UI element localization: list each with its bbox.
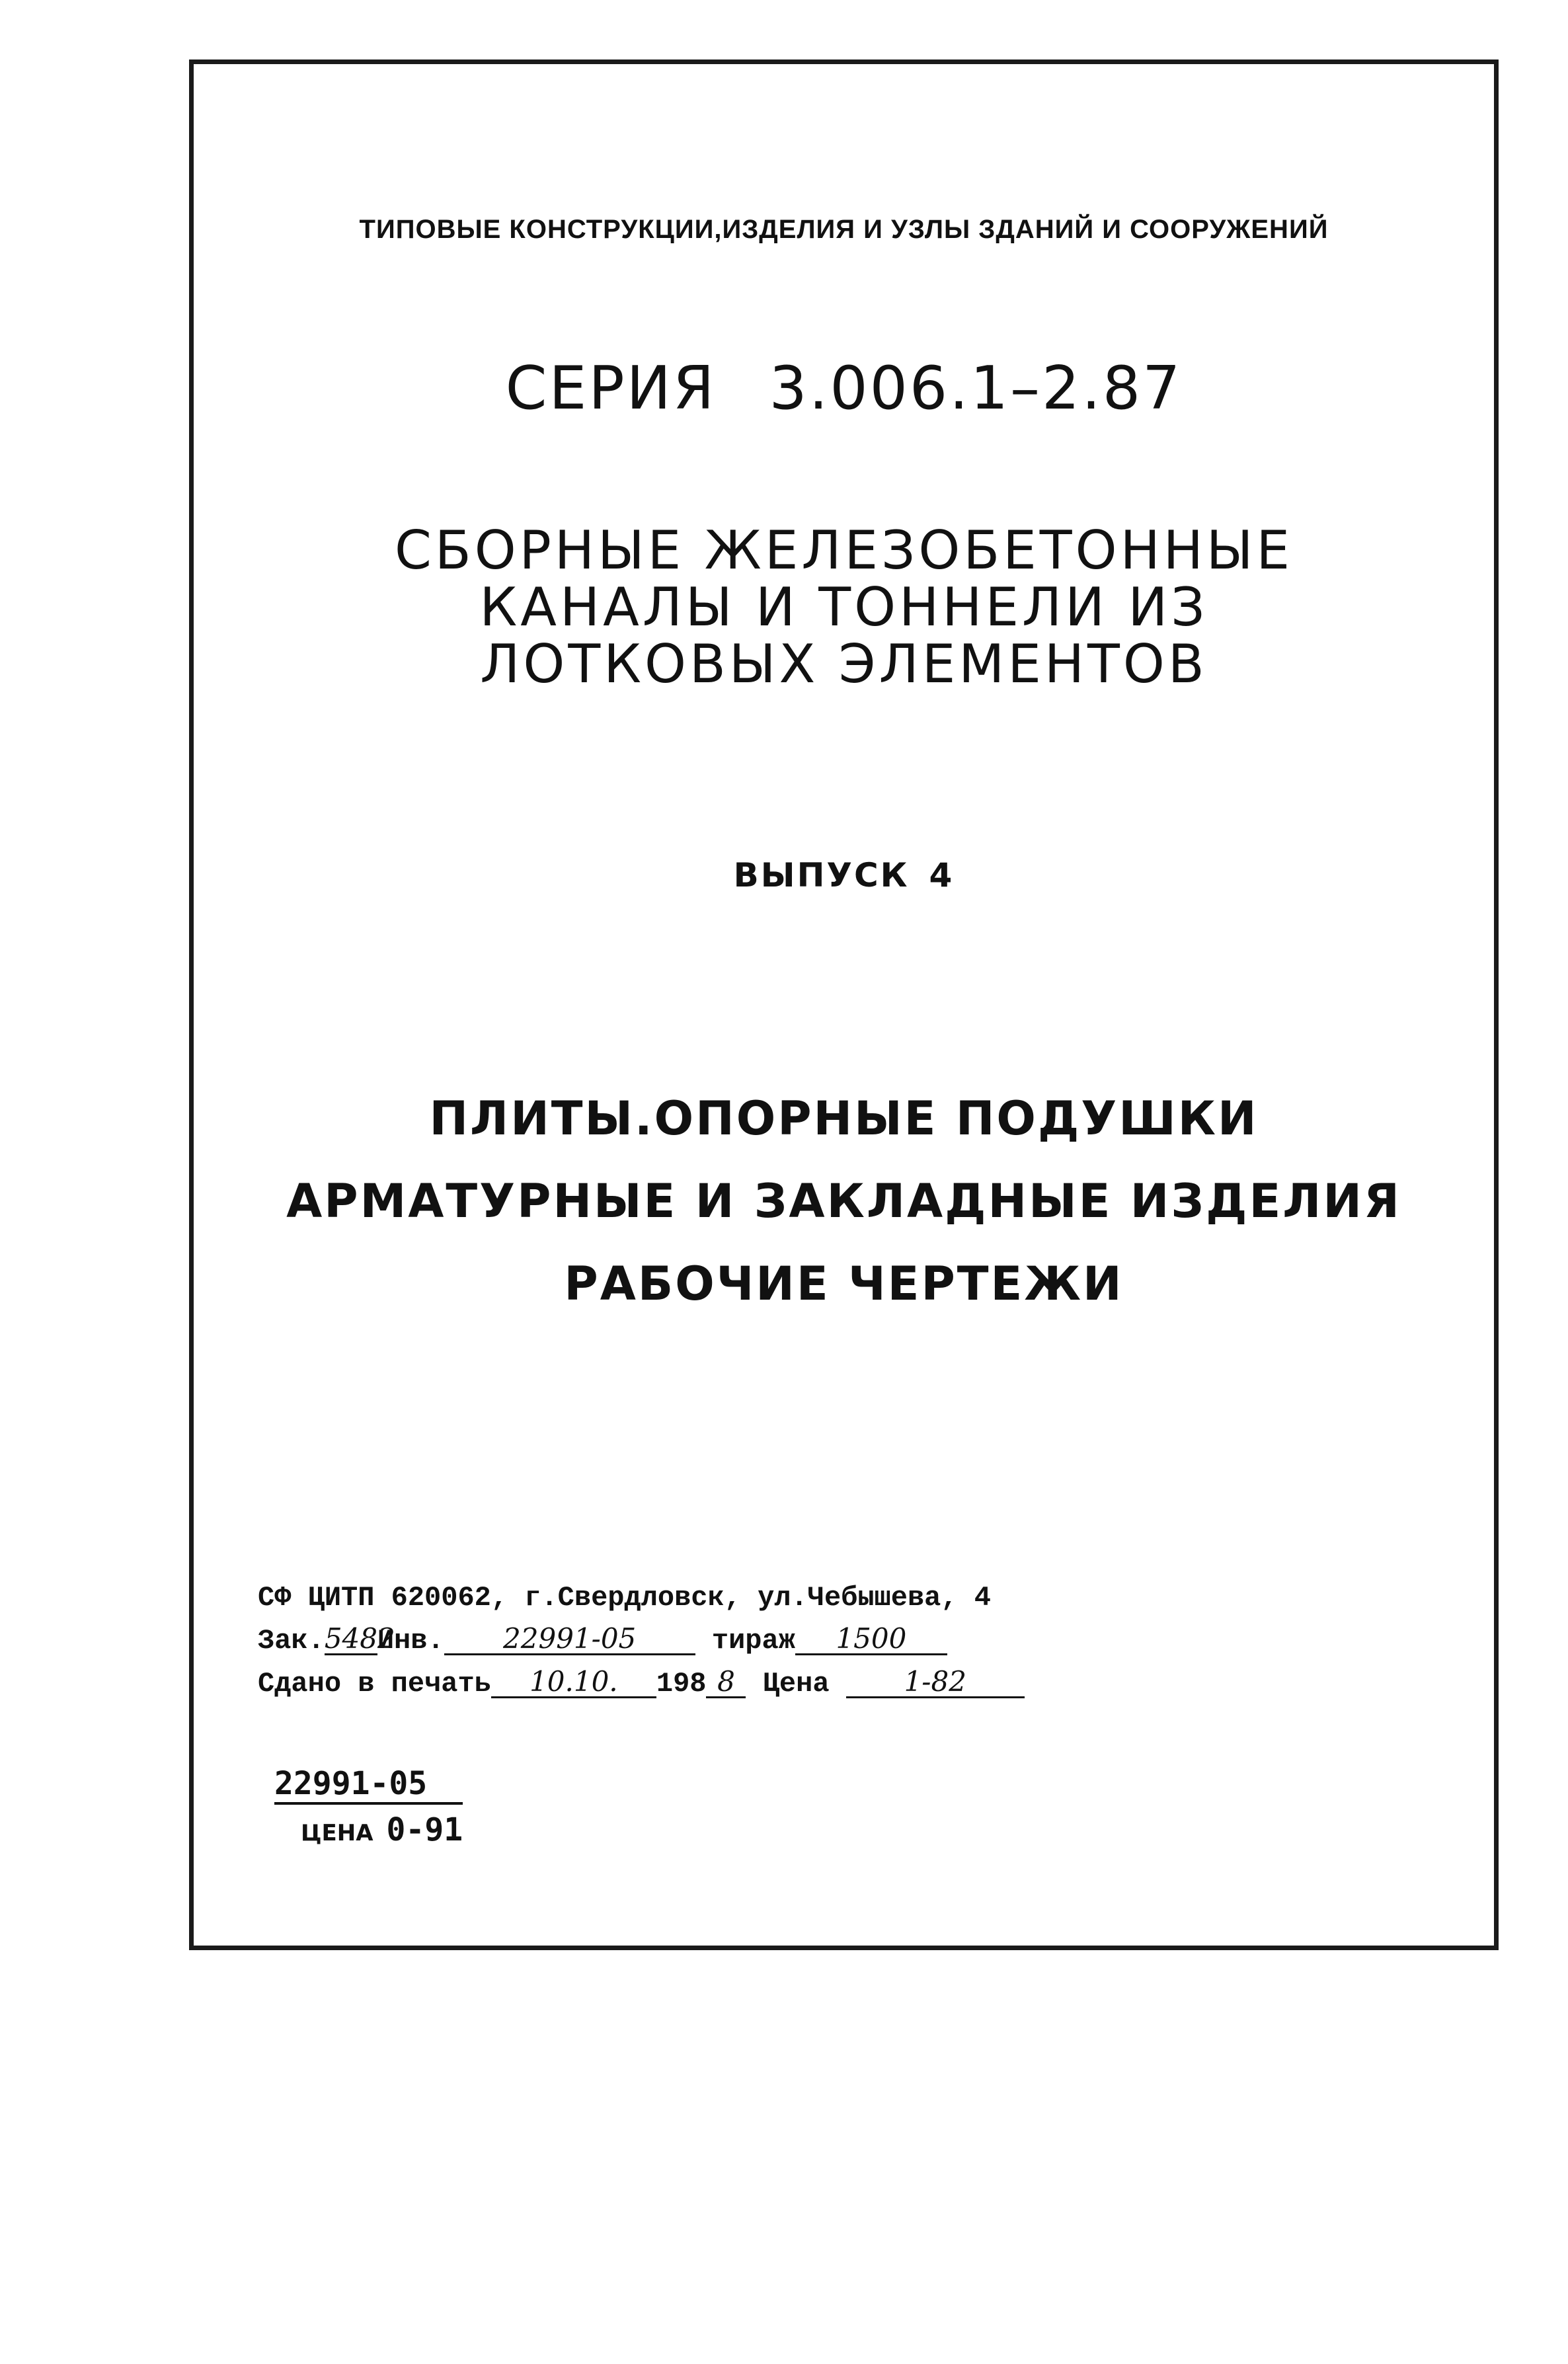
- inventory-label: Инв.: [377, 1625, 444, 1657]
- issue-number: 4: [929, 856, 955, 894]
- subtitle-line-3: РАБОЧИЕ ЧЕРТЕЖИ: [564, 1257, 1124, 1311]
- order-label: Зак.: [258, 1625, 325, 1657]
- print-run-label: тираж: [711, 1625, 795, 1657]
- stamp-code: 22991-05: [274, 1765, 463, 1805]
- series-heading: [189, 354, 1499, 423]
- inventory-value: 22991-05: [444, 1624, 695, 1655]
- subtitle: [189, 1078, 1499, 1325]
- sent-to-print-date: 10.10.: [491, 1667, 656, 1698]
- main-title-line-1: СБОРНЫЕ ЖЕЛЕЗОБЕТОННЫЕ: [394, 520, 1294, 581]
- imprint-block: [258, 1577, 1025, 1706]
- year-prefix: 198: [656, 1668, 707, 1700]
- stamp-price-label: ЦЕНА: [301, 1820, 373, 1846]
- print-run-value: 1500: [795, 1624, 947, 1655]
- issue-heading: [189, 856, 1499, 894]
- subtitle-line-2: АРМАТУРНЫЕ И ЗАКЛАДНЫЕ ИЗДЕЛИЯ: [286, 1174, 1401, 1228]
- price-label: Цена: [762, 1668, 830, 1700]
- publisher-line: СФ ЦИТП 620062, г.Свердловск, ул.Чебышева, 4: [258, 1582, 991, 1614]
- main-title-line-3: ЛОТКОВЫХ ЭЛЕМЕНТОВ: [480, 633, 1208, 695]
- series-code: 3.006.1–2.87: [769, 354, 1183, 423]
- print-date-line: [258, 1663, 1025, 1706]
- main-title-line-2: КАНАЛЫ И ТОННЕЛИ ИЗ: [479, 576, 1208, 638]
- price-value: 1-82: [846, 1667, 1025, 1698]
- order-inventory-line: [258, 1620, 1025, 1663]
- subtitle-line-1: ПЛИТЫ.ОПОРНЫЕ ПОДУШКИ: [429, 1091, 1259, 1146]
- price-stamp: [274, 1765, 463, 1848]
- year-suffix: 8: [706, 1667, 746, 1698]
- main-title: [189, 522, 1499, 693]
- stamp-price-row: [301, 1811, 463, 1848]
- sent-to-print-label: Сдано в печать: [258, 1668, 491, 1700]
- organization-header: ТИПОВЫЕ КОНСТРУКЦИИ,ИЗДЕЛИЯ И УЗЛЫ ЗДАНИЙ И СООРУЖЕНИЙ: [359, 215, 1329, 244]
- stamp-price-value: 0-91: [386, 1811, 463, 1848]
- issue-label: ВЫПУСК: [733, 856, 910, 894]
- series-label: СЕРИЯ: [505, 354, 717, 423]
- order-value: 5482: [324, 1622, 395, 1655]
